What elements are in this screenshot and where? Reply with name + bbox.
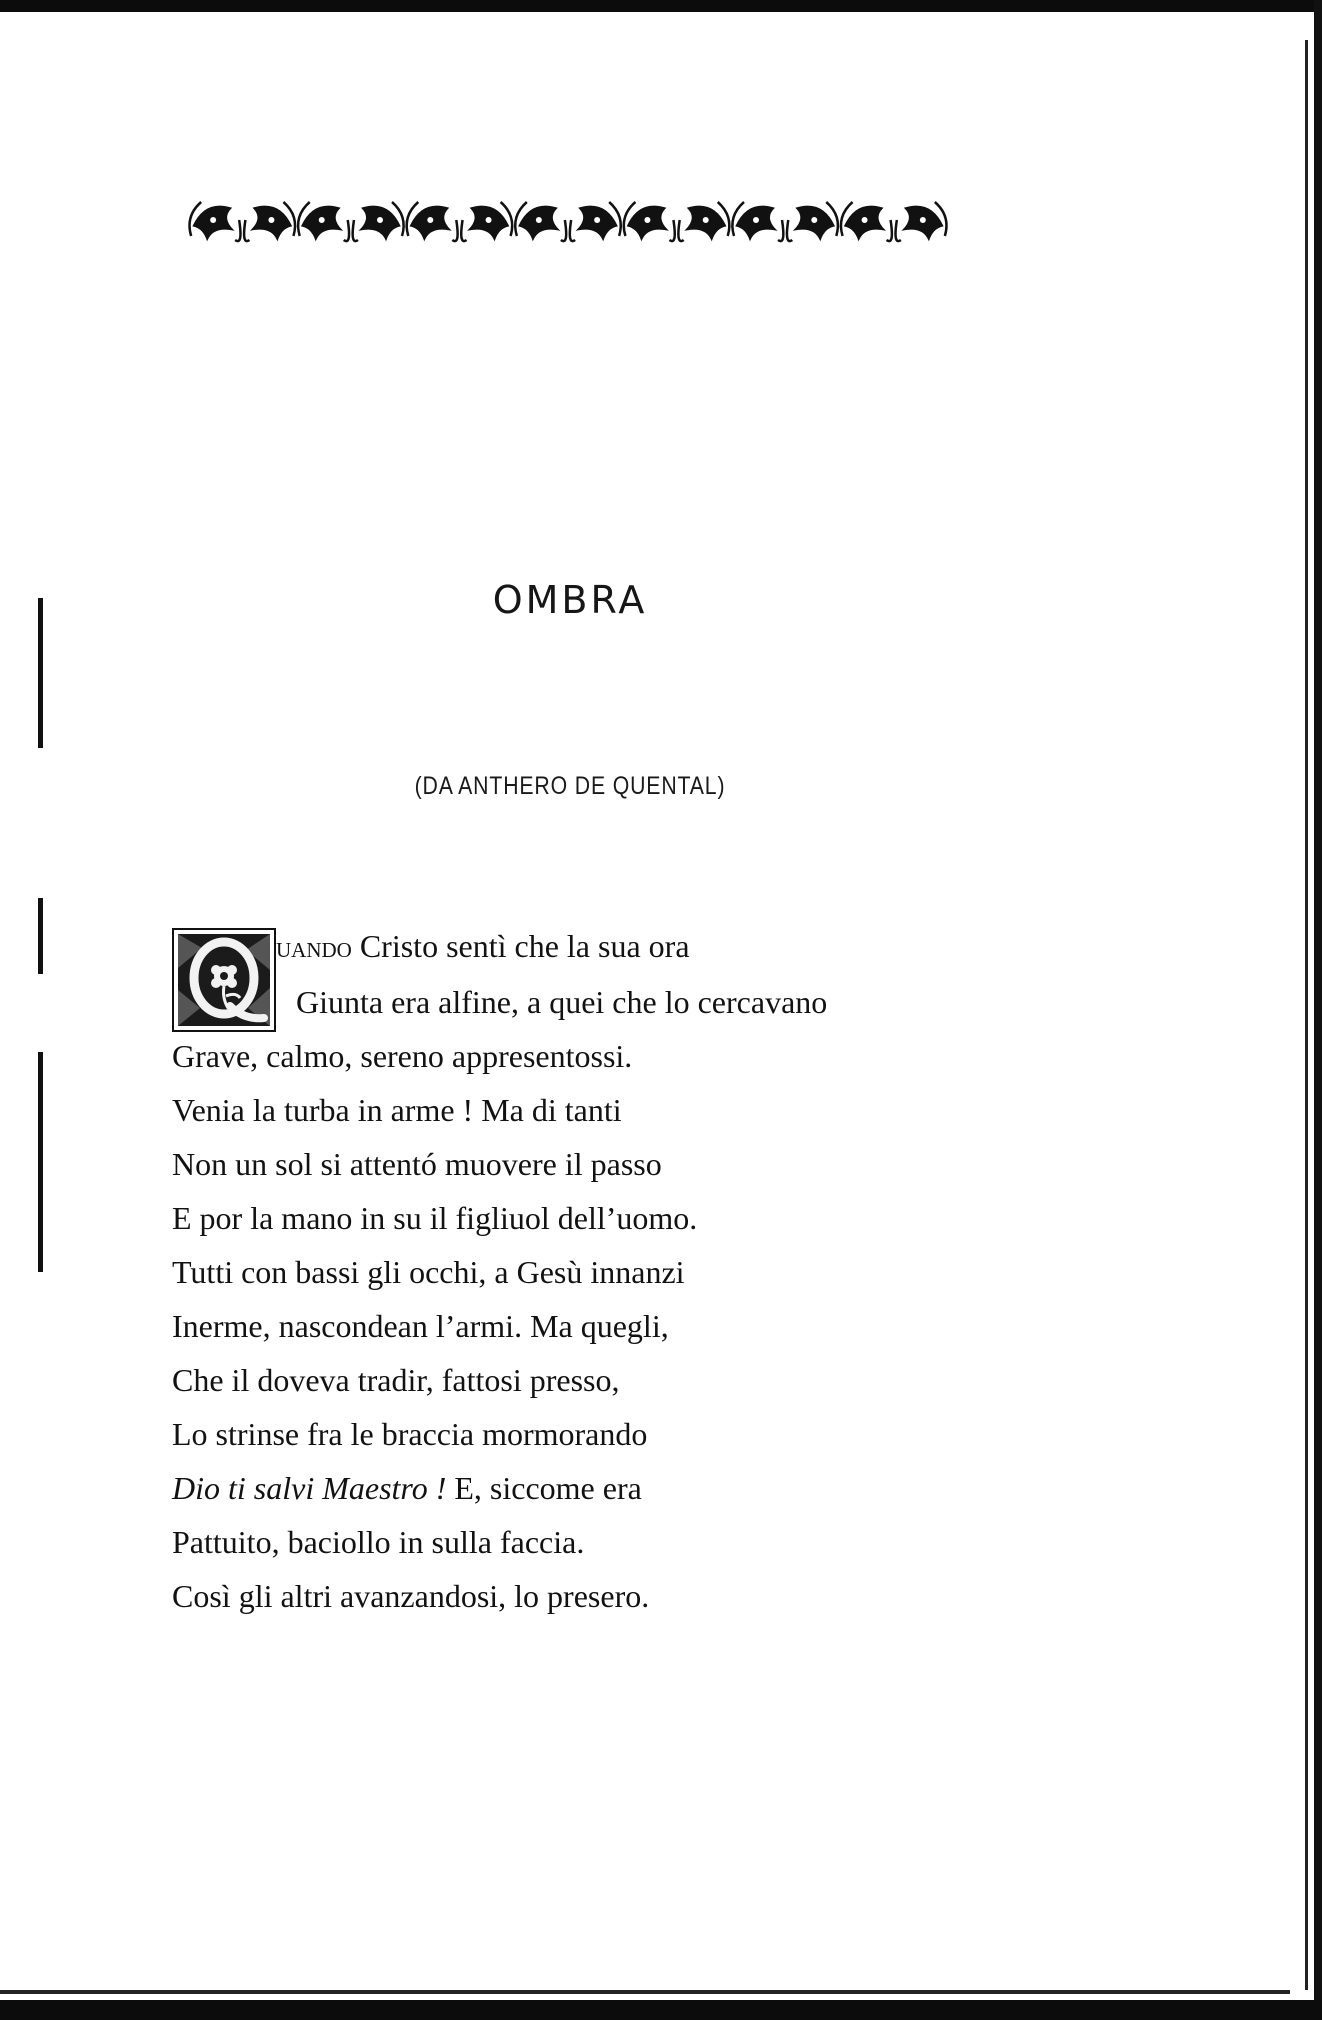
- poem-line: [276, 926, 690, 968]
- ornament-leaf-icon: [570, 202, 621, 241]
- poem-line: Venia la turba in arme ! Ma di tanti: [172, 1092, 622, 1128]
- ornament-leaf-icon: [732, 202, 783, 241]
- ornament-leaf-icon: [678, 202, 729, 241]
- scan-edge-top: [0, 0, 1322, 12]
- poem-line: Lo strinse fra le braccia mormorando: [172, 1416, 648, 1452]
- ornament-leaf-icon: [787, 202, 838, 241]
- ornament-leaf-icon: [244, 202, 295, 241]
- page-subtitle: (DA ANTHERO DE QUENTAL): [414, 772, 726, 800]
- poem-line: Inerme, nascondean l’armi. Ma quegli,: [172, 1308, 669, 1344]
- ornament-leaf-icon: [515, 202, 566, 241]
- ornament-leaf-icon: [841, 202, 892, 241]
- scan-edge-bottom: [0, 2000, 1322, 2020]
- ornament-leaf-icon: [896, 202, 947, 241]
- margin-mark: [38, 1052, 43, 1272]
- poem-line: Così gli altri avanzandosi, lo presero.: [172, 1578, 650, 1614]
- ornament-leaf-icon: [190, 202, 241, 241]
- poem-line: Giunta era alfine, a quei che lo cercavano: [296, 984, 828, 1020]
- ornament-leaf-icon: [624, 202, 675, 241]
- ornament-band: [188, 192, 948, 252]
- poem-line-italic: Dio ti salvi Maestro !: [172, 1470, 447, 1506]
- ornament-leaf-icon: [407, 202, 458, 241]
- poem-line: Tutti con bassi gli occhi, a Gesù innanzi: [172, 1254, 685, 1290]
- page-title: OMBRA: [492, 578, 648, 622]
- margin-mark: [38, 898, 43, 974]
- poem-line: Non un sol si attentó muovere il passo: [172, 1146, 662, 1182]
- poem-line: E por la mano in su il figliuol dell’uomo.: [172, 1200, 698, 1236]
- poem-line-text: Cristo sentì che la sua ora: [351, 928, 690, 964]
- poem-line: Che il doveva tradir, fattosi presso,: [172, 1362, 620, 1398]
- ornament-leaf-icon: [353, 202, 404, 241]
- poem-line: Grave, calmo, sereno appresentossi.: [172, 1038, 633, 1074]
- ornament-leaf-icon: [298, 202, 349, 241]
- poem-line-text: E, siccome era: [446, 1470, 642, 1506]
- scan-edge-right: [1314, 0, 1322, 2020]
- scan-edge-right-line: [1305, 40, 1308, 1990]
- poem-line: Pattuito, baciollo in sulla faccia.: [172, 1524, 585, 1560]
- drop-cap-q-icon: [172, 928, 276, 1032]
- ornament-leaf-icon: [461, 202, 512, 241]
- poem-line-smallcaps: uando: [276, 931, 352, 964]
- poem-line: [172, 1468, 642, 1508]
- scan-edge-bottom-line: [0, 1990, 1290, 1994]
